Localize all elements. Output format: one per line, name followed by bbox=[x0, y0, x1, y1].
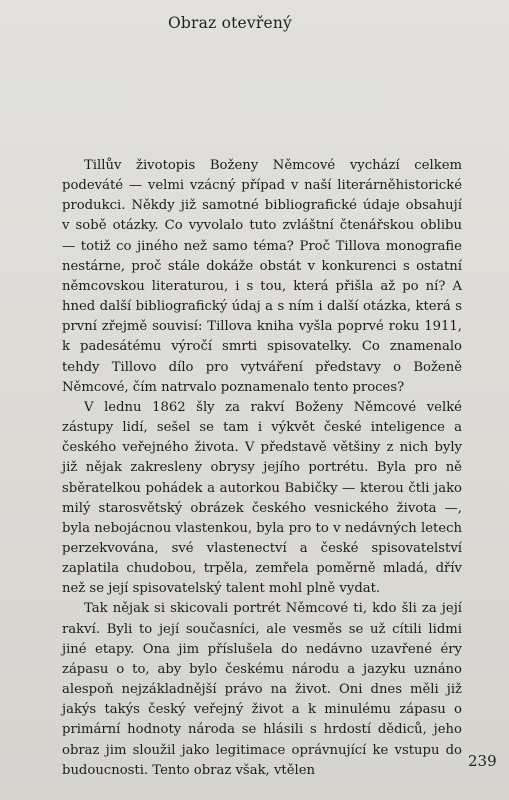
paragraph-2: V lednu 1862 šly za rakví Boženy Němcové velké zástupy lidí, sešel se tam i výkvět české inteligence a českého veřejného života. V představě většiny z nich byly již nějak zakresleny obrysy jejího portrétu. Byla pro ně sběratelkou pohádek a autorkou Babičky — kterou čtli jako milý starosvětský obrázek českého vesnického života —, byla nebojácnou vlastenkou, byla pro to v nedávných letech perzekvována, své vlastenectví a české spisovatelství zaplatila chudobou, trpěla, zemřela poměrně mladá, dřív než se její spisovatelský talent mohl plně vydat. bbox=[62, 399, 462, 597]
paragraph-1: Tillův životopis Boženy Němcové vychází celkem podeváté — velmi vzácný případ v naší literárněhistorické produkci. Někdy již samotné bibliografické údaje obsahují v sobě otázky. Co vyvolalo tuto zvláštní čtenářskou oblibu — totiž co jiného než samo téma? Proč Tillova monografie nestárne, proč stále dokáže obstát v konkurenci s ostatní němcovskou literaturou, i s tou, která přišla až po ní? A hned další bibliografický údaj a s ním i další otázka, která s první zřejmě souvisí: Tillova kniha vyšla poprvé roku 1911, k padesátému výročí smrti spisovatelky. Co znamenalo tehdy Tillovo dílo pro vytváření představy o Boženě Němcové, čím natrvalo poznamenalo tento proces? bbox=[62, 158, 462, 395]
page-number: 239 bbox=[468, 752, 497, 770]
paragraph-3: Tak nějak si skicovali portrét Němcové ti, kdo šli za její rakví. Byli to její současníci, ale vesměs se už cítili lidmi jiné etapy. Ona jim příslušela do nedávno uzavřené éry zápasu o to, aby bylo českému národu a jazyku uznáno alespoň nejzákladnější právo na život. Oni dnes měli již jakýs takýs český veřejný život a k minulému zápasu o primární hodnoty národa se hlásili s hrdostí dědiců, jeho obraz jim sloužil jako legitimace oprávnující ke vstupu do budoucnosti. Tento obraz však, vtělen bbox=[62, 601, 462, 778]
body-text bbox=[62, 156, 462, 781]
running-head: Obraz otevřený bbox=[168, 14, 292, 32]
